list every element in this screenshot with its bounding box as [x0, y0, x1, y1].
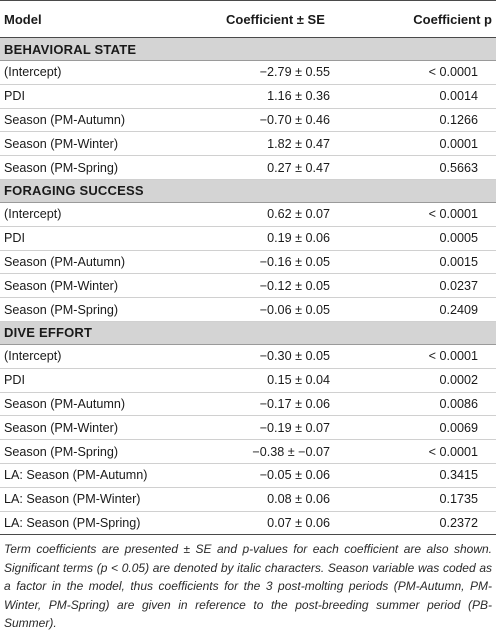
table-row [0, 368, 496, 392]
table-row [0, 156, 496, 180]
cell-p-value: 0.0005 [372, 226, 496, 250]
cell-p-value: 0.0015 [372, 250, 496, 274]
cell-p-value: < 0.0001 [372, 202, 496, 226]
cell-model: (Intercept) [0, 344, 196, 368]
cell-p-value: < 0.0001 [372, 344, 496, 368]
cell-coefficient: −0.12 ± 0.05 [196, 274, 372, 298]
cell-model: LA: Season (PM-Spring) [0, 511, 196, 535]
cell-model: (Intercept) [0, 202, 196, 226]
cell-coefficient: −0.06 ± 0.05 [196, 298, 372, 322]
cell-p-value: 0.2409 [372, 298, 496, 322]
cell-model: Season (PM-Winter) [0, 132, 196, 156]
table-row [0, 61, 496, 85]
cell-model: PDI [0, 226, 196, 250]
table-row [0, 226, 496, 250]
section-title: FORAGING SUCCESS [0, 179, 496, 202]
cell-coefficient: −0.70 ± 0.46 [196, 108, 372, 132]
cell-p-value: 0.1266 [372, 108, 496, 132]
cell-coefficient: 1.16 ± 0.36 [196, 84, 372, 108]
table-row [0, 250, 496, 274]
cell-coefficient: 1.82 ± 0.47 [196, 132, 372, 156]
cell-coefficient: 0.27 ± 0.47 [196, 156, 372, 180]
cell-p-value: 0.2372 [372, 511, 496, 535]
cell-coefficient: −2.79 ± 0.55 [196, 61, 372, 85]
cell-coefficient: 0.19 ± 0.06 [196, 226, 372, 250]
table-footnote: Term coefficients are presented ± SE and p-values for each coefficient are also shown. Significant terms (p < 0.05) are denoted by italic characters. Season variable was coded as a factor in the model, thus coefficients for the 3 post-molting periods (PM-Autumn, PM-Winter, PM-Spring) are given in reference to the post-breeding summer period (PB-Summer). [4, 542, 492, 630]
cell-coefficient: −0.30 ± 0.05 [196, 344, 372, 368]
cell-model: Season (PM-Autumn) [0, 250, 196, 274]
table-row [0, 463, 496, 487]
cell-model: (Intercept) [0, 61, 196, 85]
table-row [0, 487, 496, 511]
cell-p-value: 0.0014 [372, 84, 496, 108]
table-row [0, 344, 496, 368]
cell-model: PDI [0, 368, 196, 392]
cell-p-value: 0.0001 [372, 132, 496, 156]
cell-p-value: < 0.0001 [372, 61, 496, 85]
cell-p-value: < 0.0001 [372, 440, 496, 464]
cell-coefficient: −0.19 ± 0.07 [196, 416, 372, 440]
cell-model: PDI [0, 84, 196, 108]
cell-model: LA: Season (PM-Autumn) [0, 463, 196, 487]
table-row [0, 440, 496, 464]
section-header-row [0, 321, 496, 344]
section-title: BEHAVIORAL STATE [0, 38, 496, 61]
table-row [0, 298, 496, 322]
cell-coefficient: 0.08 ± 0.06 [196, 487, 372, 511]
cell-model: Season (PM-Autumn) [0, 108, 196, 132]
section-title: DIVE EFFORT [0, 321, 496, 344]
cell-p-value: 0.0086 [372, 392, 496, 416]
cell-p-value: 0.5663 [372, 156, 496, 180]
cell-coefficient: 0.15 ± 0.04 [196, 368, 372, 392]
cell-model: Season (PM-Autumn) [0, 392, 196, 416]
table-row [0, 392, 496, 416]
cell-coefficient: −0.16 ± 0.05 [196, 250, 372, 274]
cell-p-value: 0.0002 [372, 368, 496, 392]
table-row [0, 132, 496, 156]
cell-p-value: 0.0069 [372, 416, 496, 440]
table-row [0, 108, 496, 132]
cell-coefficient: 0.62 ± 0.07 [196, 202, 372, 226]
cell-coefficient: −0.05 ± 0.06 [196, 463, 372, 487]
table-row [0, 202, 496, 226]
cell-p-value: 0.0237 [372, 274, 496, 298]
cell-model: Season (PM-Winter) [0, 274, 196, 298]
cell-model: Season (PM-Spring) [0, 156, 196, 180]
cell-p-value: 0.1735 [372, 487, 496, 511]
header-coefficient-p: Coefficient p [372, 1, 496, 38]
cell-model: Season (PM-Winter) [0, 416, 196, 440]
table-row [0, 84, 496, 108]
cell-coefficient: 0.07 ± 0.06 [196, 511, 372, 535]
table-body [0, 38, 496, 535]
cell-model: Season (PM-Spring) [0, 298, 196, 322]
section-header-row [0, 38, 496, 61]
header-model: Model [0, 1, 196, 38]
cell-coefficient: −0.38 ± −0.07 [196, 440, 372, 464]
header-row [0, 1, 496, 38]
table-row [0, 274, 496, 298]
table-row [0, 416, 496, 440]
section-header-row [0, 179, 496, 202]
header-coefficient-se: Coefficient ± SE [196, 1, 372, 38]
cell-p-value: 0.3415 [372, 463, 496, 487]
cell-model: Season (PM-Spring) [0, 440, 196, 464]
cell-model: LA: Season (PM-Winter) [0, 487, 196, 511]
cell-coefficient: −0.17 ± 0.06 [196, 392, 372, 416]
table-row [0, 511, 496, 535]
